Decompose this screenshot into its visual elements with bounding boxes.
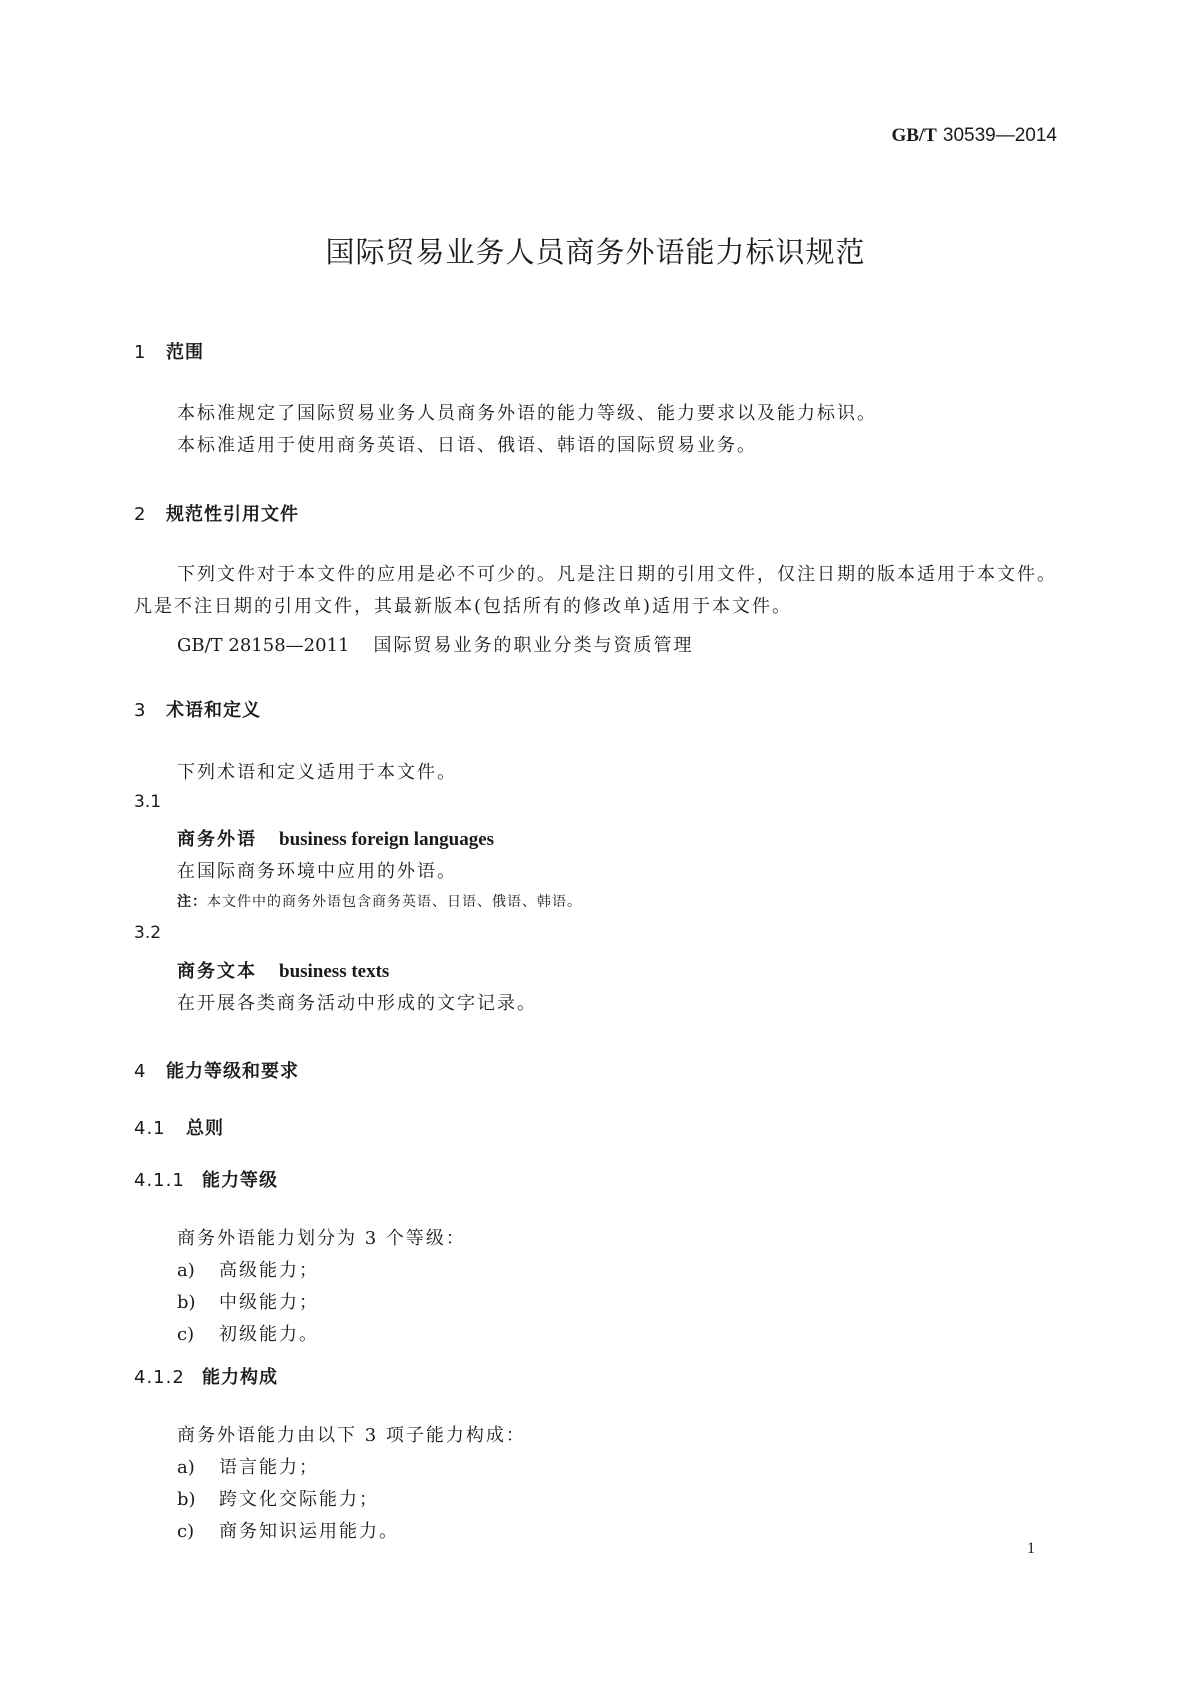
paragraph: 下列术语和定义适用于本文件。 — [177, 762, 457, 783]
term-note — [177, 891, 582, 911]
section-number: 2 — [134, 504, 147, 525]
term-number: 3.2 — [134, 923, 162, 943]
standard-code: 30539—2014 — [942, 125, 1057, 146]
list-item — [177, 1320, 319, 1346]
term-english: business foreign languages — [279, 829, 495, 850]
standard-prefix: GB/T — [891, 125, 937, 146]
section-title: 总则 — [186, 1118, 224, 1139]
subsection-4-1-1-heading — [134, 1166, 278, 1192]
paragraph: 本标准适用于使用商务英语、日语、俄语、韩语的国际贸易业务。 — [177, 435, 757, 456]
list-item — [177, 1288, 319, 1314]
section-number: 4.1 — [134, 1118, 166, 1139]
section-title: 范围 — [166, 342, 204, 363]
list-text: 跨文化交际能力； — [219, 1489, 379, 1510]
section-title: 能力等级 — [202, 1170, 278, 1191]
section-title: 术语和定义 — [166, 700, 261, 721]
list-text: 中级能力； — [219, 1292, 319, 1313]
list-item — [177, 1256, 319, 1282]
list-marker: a) — [177, 1260, 195, 1281]
term-number: 3.1 — [134, 792, 162, 812]
list-marker: c) — [177, 1521, 195, 1542]
note-label: 注： — [177, 894, 207, 910]
note-text: 本文件中的商务外语包含商务英语、日语、俄语、韩语。 — [207, 894, 582, 910]
list-text: 语言能力； — [219, 1457, 319, 1478]
section-number: 3 — [134, 700, 147, 721]
section-1-heading — [134, 338, 204, 364]
list-text: 初级能力。 — [219, 1324, 319, 1345]
term-entry — [177, 825, 494, 851]
section-number: 4.1.2 — [134, 1367, 185, 1388]
paragraph: 商务外语能力由以下 3 项子能力构成： — [177, 1425, 526, 1446]
standard-number — [891, 124, 1057, 147]
paragraph: 下列文件对于本文件的应用是必不可少的。凡是注日期的引用文件，仅注日期的版本适用于本文件。凡是不注日期的引用文件，其最新版本(包括所有的修改单)适用于本文件。 — [134, 564, 1057, 617]
paragraph: 本标准规定了国际贸易业务人员商务外语的能力等级、能力要求以及能力标识。 — [177, 403, 877, 424]
section-2-heading — [134, 500, 299, 526]
term-definition: 在国际商务环境中应用的外语。 — [177, 861, 457, 882]
list-item — [177, 1485, 379, 1511]
reference-title: 国际贸易业务的职业分类与资质管理 — [373, 635, 694, 656]
term-definition: 在开展各类商务活动中形成的文字记录。 — [177, 993, 537, 1014]
list-marker: a) — [177, 1457, 195, 1478]
section-number: 4 — [134, 1061, 147, 1082]
section-title: 规范性引用文件 — [166, 504, 299, 525]
section-title: 能力等级和要求 — [166, 1061, 299, 1082]
list-item — [177, 1453, 319, 1479]
section-title: 能力构成 — [202, 1367, 278, 1388]
list-marker: b) — [177, 1292, 196, 1313]
document-title: 国际贸易业务人员商务外语能力标识规范 — [325, 235, 866, 269]
section-number: 4.1.1 — [134, 1170, 185, 1191]
term-english: business texts — [279, 961, 390, 982]
section-number: 1 — [134, 342, 147, 363]
reference-code: GB/T 28158—2011 — [177, 635, 350, 656]
term-chinese: 商务文本 — [177, 961, 257, 982]
list-text: 高级能力； — [219, 1260, 319, 1281]
list-text: 商务知识运用能力。 — [219, 1521, 399, 1542]
section-3-heading — [134, 696, 261, 722]
term-chinese: 商务外语 — [177, 829, 257, 850]
subsection-4-1-heading — [134, 1114, 224, 1140]
paragraph: 商务外语能力划分为 3 个等级： — [177, 1228, 466, 1249]
normative-reference — [177, 631, 693, 657]
list-marker: c) — [177, 1324, 195, 1345]
subsection-4-1-2-heading — [134, 1363, 278, 1389]
section-4-heading — [134, 1057, 299, 1083]
term-entry — [177, 957, 389, 983]
list-item — [177, 1517, 399, 1543]
page-number: 1 — [1027, 1540, 1035, 1557]
list-marker: b) — [177, 1489, 196, 1510]
